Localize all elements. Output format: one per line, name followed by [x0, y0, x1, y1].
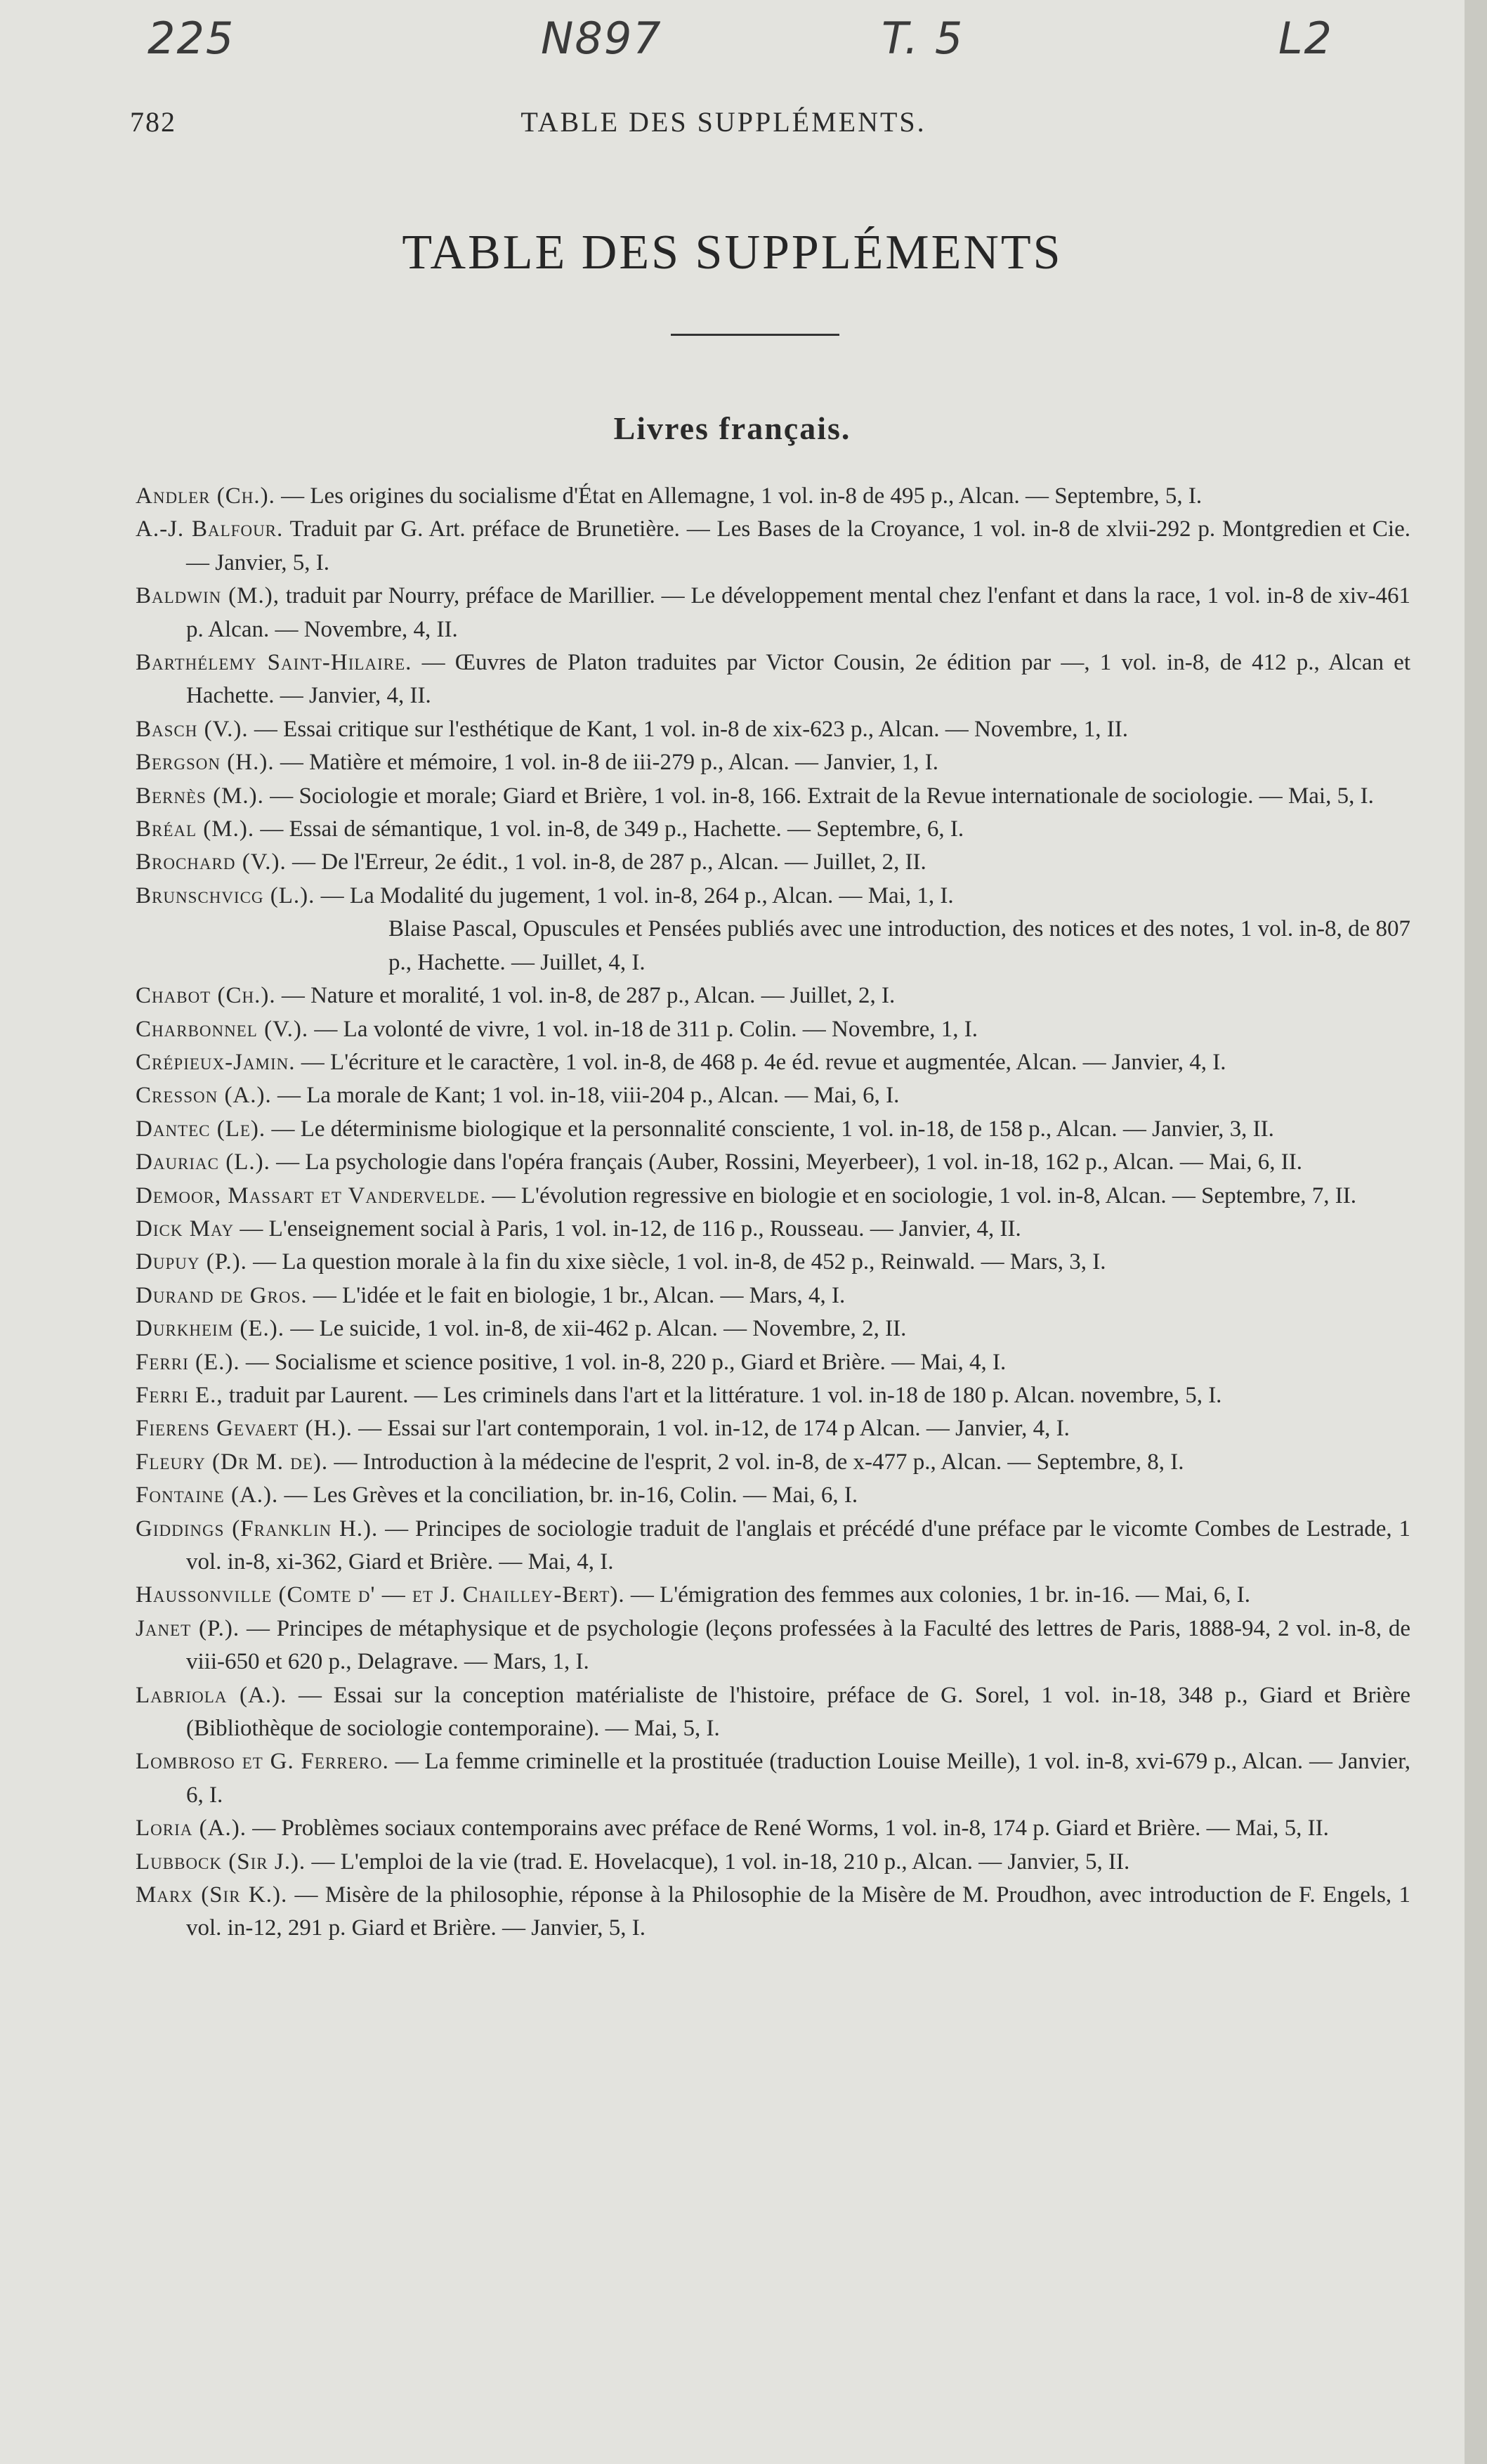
bibliography-entry: [136, 1812, 1410, 1845]
entry-author: Dick May: [136, 1215, 235, 1241]
entry-author: Fontaine (A.).: [136, 1482, 279, 1508]
bibliography-entry: [136, 780, 1410, 813]
entry-text: — L'émigration des femmes aux colonies, 1 br. in-16. — Mai, 6, I.: [624, 1582, 1250, 1608]
entry-text: Blaise Pascal, Opuscules et Pensées publiés avec une introduction, des notices et des notes, 1 vol. in-8, de 807 p., Hachette. — Juillet, 4, I.: [388, 916, 1410, 975]
entry-author: Ferri (E.).: [136, 1349, 240, 1375]
bibliography-entry: [136, 1346, 1410, 1379]
bibliography-entry: [136, 913, 1410, 979]
entry-author: Bergson (H.).: [136, 750, 275, 776]
bibliography-entry: [136, 1079, 1410, 1112]
entry-author: Baldwin (M.),: [136, 583, 280, 609]
title-rule: [671, 334, 839, 336]
entry-author: Charbonnel (V.).: [136, 1016, 309, 1042]
bibliography-entry: [136, 580, 1410, 646]
entry-author: Crépieux-Jamin.: [136, 1049, 296, 1075]
bibliography-entry: [136, 1412, 1410, 1445]
entry-text: — Les origines du socialisme d'État en Allemagne, 1 vol. in-8 de 495 p., Alcan. — Septembre, 5, I.: [275, 483, 1203, 509]
entry-text: — Misère de la philosophie, réponse à la Philosophie de la Misère de M. Proudhon, avec introduction de F. Engels, 1 vol. in-12, 291 p. Giard et Brière. — Janvier, 5, I.: [186, 1882, 1410, 1941]
entry-author: Durkheim (E.).: [136, 1316, 285, 1342]
entry-author: Loria (A.).: [136, 1816, 247, 1842]
entry-text: — Principes de métaphysique et de psychologie (leçons professées à la Faculté des lettres de Paris, 1888-94, 2 vol. in-8, de viii-650 et 620 p., Delagrave. — Mars, 1, I.: [186, 1615, 1410, 1675]
entry-text: Traduit par G. Art. préface de Brunetière. — Les Bases de la Croyance, 1 vol. in-8 de xlvii-292 p. Montgredien et Cie. — Janvier, 5, I.: [186, 516, 1411, 575]
entry-author: Lombroso et G. Ferrero.: [136, 1749, 389, 1775]
bibliography-entry: [136, 979, 1410, 1012]
entry-text: — La femme criminelle et la prostituée (traduction Louise Meille), 1 vol. in-8, xvi-679 p., Alcan. — Janvier, 6, I.: [186, 1749, 1410, 1808]
bibliography-entry: [136, 513, 1410, 580]
bibliography-entry: [136, 713, 1410, 746]
entry-text: — La volonté de vivre, 1 vol. in-18 de 311 p. Colin. — Novembre, 1, I.: [308, 1016, 978, 1042]
entry-author: Fierens Gevaert (H.).: [136, 1416, 353, 1442]
bibliography-entry: [136, 1379, 1410, 1412]
bibliography-entry: [136, 1745, 1410, 1812]
bibliography-entry: [136, 1180, 1410, 1213]
bibliography-entry: [136, 746, 1410, 779]
bibliography-entry: [136, 813, 1410, 846]
entry-text: — L'écriture et le caractère, 1 vol. in-8, de 468 p. 4e éd. revue et augmentée, Alcan. — Janvier, 4, I.: [295, 1049, 1226, 1075]
entry-text: — Les Grèves et la conciliation, br. in-16, Colin. — Mai, 6, I.: [278, 1482, 858, 1508]
entry-author: Chabot (Ch.).: [136, 983, 276, 1009]
entry-author: Barthélemy Saint-Hilaire.: [136, 650, 412, 676]
entry-text: — Matière et mémoire, 1 vol. in-8 de iii-279 p., Alcan. — Janvier, 1, I.: [274, 750, 938, 776]
entry-text: — Essai critique sur l'esthétique de Kant, 1 vol. in-8 de xix-623 p., Alcan. — Novembre, 1, II.: [248, 716, 1129, 742]
entry-author: Fleury (Dr M. de).: [136, 1449, 329, 1475]
bibliography-entry: [136, 1846, 1410, 1879]
entry-text: — Essai sur l'art contemporain, 1 vol. in-12, de 174 p Alcan. — Janvier, 4, I.: [352, 1416, 1070, 1442]
entry-author: A.-J. Balfour.: [136, 516, 284, 542]
entry-text: — La Modalité du jugement, 1 vol. in-8, 264 p., Alcan. — Mai, 1, I.: [315, 882, 954, 908]
entry-text: — Le déterminisme biologique et la personnalité consciente, 1 vol. in-18, de 158 p., Alcan. — Janvier, 3, II.: [266, 1116, 1274, 1142]
handwritten-mark-4: L2: [1278, 13, 1333, 64]
bibliography-entry: [136, 1146, 1410, 1179]
bibliography-entry: [136, 1612, 1410, 1679]
entry-text: — Socialisme et science positive, 1 vol. in-8, 220 p., Giard et Brière. — Mai, 4, I.: [240, 1349, 1007, 1375]
bibliography-entry: [136, 1579, 1410, 1612]
running-title: TABLE DES SUPPLÉMENTS.: [520, 106, 926, 138]
bibliography-entry: [136, 1446, 1410, 1479]
entry-text: — Le suicide, 1 vol. in-8, de xii-462 p. Alcan. — Novembre, 2, II.: [284, 1316, 907, 1342]
entry-author: Dantec (Le).: [136, 1116, 266, 1142]
entry-author: Ferri E.,: [136, 1382, 223, 1408]
entry-author: Brunschvicg (L.).: [136, 882, 315, 908]
entry-text: — La question morale à la fin du xixe siècle, 1 vol. in-8, de 452 p., Reinwald. — Mars, 3, I.: [247, 1249, 1106, 1275]
bibliography-entry: [136, 1246, 1410, 1279]
entry-text: — Nature et moralité, 1 vol. in-8, de 287 p., Alcan. — Juillet, 2, I.: [275, 983, 896, 1009]
entry-text: — Sociologie et morale; Giard et Brière, 1 vol. in-8, 166. Extrait de la Revue internationale de sociologie. — Mai, 5, I.: [263, 783, 1374, 809]
entry-author: Durand de Gros.: [136, 1282, 308, 1308]
entry-author: Dauriac (L.).: [136, 1149, 270, 1175]
entry-text: — L'idée et le fait en biologie, 1 br., Alcan. — Mars, 4, I.: [307, 1282, 846, 1308]
entry-text: — Essai sur la conception matérialiste de l'histoire, préface de G. Sorel, 1 vol. in-18, 348 p., Giard et Brière (Bibliothèque de sociologie contemporaine). — Mai, 5, I.: [186, 1682, 1410, 1742]
entry-text: — L'enseignement social à Paris, 1 vol. in-12, de 116 p., Rousseau. — Janvier, 4, II.: [234, 1215, 1021, 1241]
bibliography-entry: [136, 846, 1410, 879]
entry-author: Bréal (M.).: [136, 816, 255, 842]
entry-author: Haussonville (Comte d' — et J. Chailley-Bert).: [136, 1582, 625, 1608]
entry-author: Janet (P.).: [136, 1615, 240, 1641]
page-edge: [1465, 0, 1487, 2464]
bibliography-entry: [136, 1279, 1410, 1312]
entry-author: Dupuy (P.).: [136, 1249, 247, 1275]
bibliography-entry: [136, 880, 1410, 913]
handwritten-mark-2: N897: [541, 13, 662, 64]
handwritten-mark-3: T. 5: [882, 13, 964, 64]
entry-author: Basch (V.).: [136, 716, 249, 742]
entry-author: Brochard (V.).: [136, 849, 287, 875]
bibliography-list: [136, 480, 1410, 1945]
entry-text: traduit par Laurent. — Les criminels dans l'art et la littérature. 1 vol. in-18 de 180 p. Alcan. novembre, 5, I.: [223, 1382, 1222, 1408]
entry-author: Bernès (M.).: [136, 783, 264, 809]
bibliography-entry: [136, 1013, 1410, 1046]
entry-author: Giddings (Franklin H.).: [136, 1515, 379, 1541]
bibliography-entry: [136, 1513, 1410, 1579]
entry-text: — Problèmes sociaux contemporains avec préface de René Worms, 1 vol. in-8, 174 p. Giard et Brière. — Mai, 5, II.: [246, 1816, 1329, 1842]
bibliography-entry: [136, 1046, 1410, 1079]
entry-text: — Introduction à la médecine de l'esprit, 2 vol. in-8, de x-477 p., Alcan. — Septembre, 8, I.: [328, 1449, 1184, 1475]
entry-author: Labriola (A.).: [136, 1682, 287, 1708]
entry-text: — De l'Erreur, 2e édit., 1 vol. in-8, de 287 p., Alcan. — Juillet, 2, II.: [286, 849, 926, 875]
entry-text: — Œuvres de Platon traduites par Victor Cousin, 2e édition par —, 1 vol. in-8, de 412 p., Alcan et Hachette. — Janvier, 4, II.: [186, 650, 1410, 709]
bibliography-entry: [136, 480, 1410, 513]
section-heading: Livres français.: [613, 410, 851, 446]
entry-author: Andler (Ch.).: [136, 483, 275, 509]
entry-text: — Principes de sociologie traduit de l'anglais et précédé d'une préface par le vicomte Combes de Lestrade, 1 vol. in-8, xi-362, Giard et Brière. — Mai, 4, I.: [186, 1515, 1410, 1575]
entry-author: Marx (Sir K.).: [136, 1882, 288, 1908]
bibliography-entry: [136, 1879, 1410, 1945]
page-title: TABLE DES SUPPLÉMENTS: [402, 226, 1063, 280]
entry-author: Cresson (A.).: [136, 1083, 272, 1109]
page-number: 782: [130, 106, 176, 138]
entry-text: traduit par Nourry, préface de Marillier. — Le développement mental chez l'enfant et dans la race, 1 vol. in-8 de xiv-461 p. Alcan. — Novembre, 4, II.: [186, 583, 1410, 642]
bibliography-entry: [136, 1479, 1410, 1512]
bibliography-entry: [136, 1312, 1410, 1345]
entry-author: Lubbock (Sir J.).: [136, 1849, 306, 1875]
bibliography-entry: [136, 1679, 1410, 1746]
handwritten-mark-1: 225: [148, 13, 235, 64]
entry-text: — La morale de Kant; 1 vol. in-18, viii-204 p., Alcan. — Mai, 6, I.: [271, 1083, 900, 1109]
entry-text: — L'emploi de la vie (trad. E. Hovelacque), 1 vol. in-18, 210 p., Alcan. — Janvier, 5, II.: [306, 1849, 1130, 1875]
bibliography-entry: [136, 1113, 1410, 1146]
entry-author: Demoor, Massart et Vandervelde.: [136, 1182, 487, 1208]
entry-text: — La psychologie dans l'opéra français (Auber, Rossini, Meyerbeer), 1 vol. in-18, 162 p., Alcan. — Mai, 6, II.: [270, 1149, 1302, 1175]
entry-text: — Essai de sémantique, 1 vol. in-8, de 349 p., Hachette. — Septembre, 6, I.: [254, 816, 964, 842]
bibliography-entry: [136, 1213, 1410, 1246]
entry-text: — L'évolution regressive en biologie et en sociologie, 1 vol. in-8, Alcan. — Septembre, 7, II.: [486, 1182, 1356, 1208]
bibliography-entry: [136, 646, 1410, 713]
